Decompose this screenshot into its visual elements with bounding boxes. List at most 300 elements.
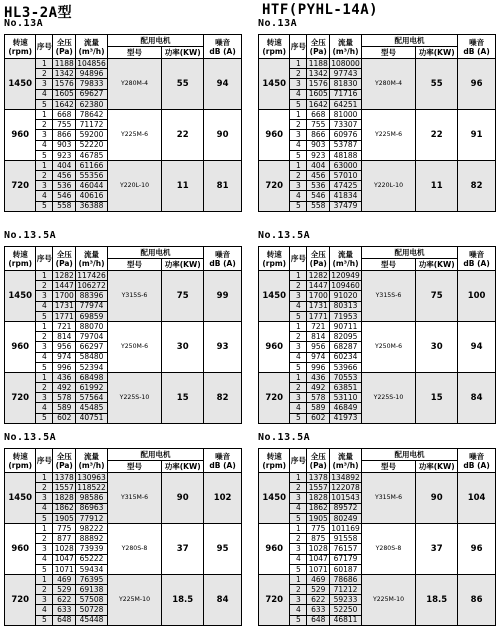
- pressure-cell: 866: [307, 130, 330, 140]
- flow-cell: 73307: [330, 120, 361, 130]
- pressure-cell: 1028: [54, 544, 74, 554]
- header-motor-type-line: 型号: [126, 260, 142, 269]
- pressure-cell: 1557: [54, 483, 74, 493]
- flow-cell: 66297: [76, 342, 107, 352]
- motor-type-cell: Y280S-8: [107, 523, 162, 574]
- noise-cell: 81: [204, 160, 242, 211]
- flow-cell: 118522: [77, 483, 106, 493]
- flow-cell: 46849: [330, 403, 361, 413]
- header-pressure-line: (Pa): [55, 46, 73, 56]
- pressure-cell: 877: [53, 534, 76, 544]
- header-motor-line: 配用电机: [140, 248, 171, 257]
- model-label: No.13A: [4, 18, 44, 29]
- no-cell: 2: [36, 585, 53, 595]
- flow-cell: 71172: [76, 120, 107, 130]
- header-no-line: 序号: [36, 42, 52, 51]
- header-motor-power-line: 功率(KW): [164, 462, 201, 471]
- no-cell: 1: [290, 321, 307, 331]
- flow-cell: 53787: [330, 140, 361, 150]
- motor-type-cell: Y315S-6: [361, 271, 416, 322]
- no-cell: 2: [36, 534, 53, 544]
- noise-cell: 82: [458, 160, 496, 211]
- noise-cell: 91: [458, 109, 496, 160]
- no-cell: 1: [36, 109, 53, 119]
- flow-cell: 48188: [330, 150, 361, 160]
- flow-cell: 120949: [331, 270, 360, 280]
- no-cell: 5: [36, 362, 53, 372]
- table-row: [5, 473, 242, 483]
- flow-cell: 70553: [330, 372, 361, 382]
- pressure-cell: 668: [307, 109, 330, 119]
- flow-cell: 52220: [76, 140, 107, 150]
- flow-cell: 80313: [330, 301, 361, 311]
- header-no-line: 序号: [290, 456, 306, 465]
- motor-type-cell: Y225M-6: [361, 109, 416, 160]
- flow-cell: 61992: [76, 383, 107, 393]
- pressure-cell: 1905: [308, 513, 328, 523]
- header-motor-power-line: 功率(KW): [164, 260, 201, 269]
- header-noise-line: 噪音: [215, 249, 231, 259]
- header-motor-type: [107, 47, 162, 59]
- noise-cell: 104: [458, 473, 496, 524]
- no-cell: 2: [36, 120, 53, 130]
- flow-cell: 53966: [330, 362, 361, 372]
- flow-cell: 61166: [76, 160, 107, 170]
- no-cell: 4: [290, 140, 307, 150]
- pressure-cell: 456: [53, 171, 76, 181]
- no-cell: 4: [36, 301, 53, 311]
- header-speed: [259, 35, 290, 59]
- flow-cell: 60187: [330, 564, 361, 574]
- pressure-cell: 456: [307, 171, 330, 181]
- header-noise: [458, 35, 496, 59]
- no-cell: 1: [36, 321, 53, 331]
- motor-power-cell: 37: [162, 523, 204, 574]
- header-noise-line: dB (A): [209, 46, 236, 56]
- no-cell: 1: [36, 160, 53, 170]
- table-row: [259, 109, 496, 119]
- header-noise-line: dB (A): [209, 460, 236, 470]
- flow-cell: 37479: [330, 201, 361, 211]
- header-motor-power: [162, 461, 204, 473]
- no-cell: 5: [290, 201, 307, 211]
- performance-table: [258, 448, 496, 626]
- motor-power-cell: 90: [162, 473, 204, 524]
- header-flow: [330, 247, 361, 271]
- no-cell: 3: [36, 393, 53, 403]
- header-speed-line: 转速: [266, 249, 282, 259]
- flow-cell: 82095: [330, 332, 361, 342]
- rpm-cell: 960: [259, 321, 290, 372]
- flow-cell: 64251: [330, 99, 361, 109]
- motor-type-cell: Y280M-4: [361, 59, 416, 110]
- no-cell: 4: [290, 191, 307, 201]
- no-cell: 4: [36, 554, 53, 564]
- no-cell: 1: [36, 473, 53, 483]
- motor-type-cell: Y225M-6: [107, 109, 162, 160]
- noise-cell: 90: [204, 109, 242, 160]
- header-pressure-line: 全压: [56, 451, 72, 461]
- no-cell: 4: [36, 352, 53, 362]
- pressure-cell: 469: [307, 574, 330, 584]
- header-flow-line: 流量: [338, 451, 353, 461]
- no-cell: 4: [290, 503, 307, 513]
- pressure-cell: 546: [307, 191, 330, 201]
- header-motor: [361, 449, 457, 461]
- header-noise-line: dB (A): [463, 258, 490, 268]
- pressure-cell: 633: [307, 605, 330, 615]
- flow-cell: 90711: [330, 321, 361, 331]
- no-cell: 4: [36, 403, 53, 413]
- flow-cell: 63851: [330, 383, 361, 393]
- flow-cell: 130963: [77, 472, 106, 482]
- motor-type-cell: Y280S-8: [361, 523, 416, 574]
- flow-cell: 73939: [76, 544, 107, 554]
- header-flow-line: (m³/h): [332, 46, 359, 56]
- no-cell: 1: [290, 523, 307, 533]
- pressure-cell: 721: [307, 321, 330, 331]
- flow-cell: 101169: [331, 523, 360, 533]
- header-motor: [107, 449, 203, 461]
- performance-table: [4, 246, 242, 424]
- header-noise-line: 噪音: [469, 37, 485, 47]
- pressure-cell: 436: [53, 372, 76, 382]
- no-cell: 4: [36, 89, 53, 99]
- flow-cell: 109460: [331, 281, 360, 291]
- noise-cell: 94: [204, 59, 242, 110]
- flow-cell: 55356: [76, 171, 107, 181]
- no-cell: 3: [290, 595, 307, 605]
- pressure-cell: 755: [53, 120, 76, 130]
- flow-cell: 53110: [330, 393, 361, 403]
- flow-cell: 41973: [330, 413, 361, 423]
- noise-cell: 84: [458, 372, 496, 423]
- flow-cell: 91558: [330, 534, 361, 544]
- pressure-cell: 1605: [308, 89, 328, 99]
- pressure-cell: 469: [53, 574, 76, 584]
- pressure-cell: 1828: [54, 493, 74, 503]
- header-pressure: [53, 35, 76, 59]
- header-speed-line: (rpm): [262, 46, 287, 56]
- flow-cell: 77912: [76, 513, 107, 523]
- header-motor-power: [416, 47, 458, 59]
- table-row: [259, 473, 496, 483]
- no-cell: 5: [290, 413, 307, 423]
- no-cell: 5: [290, 150, 307, 160]
- rpm-cell: 1450: [5, 59, 36, 110]
- rpm-cell: 960: [259, 109, 290, 160]
- no-cell: 5: [36, 150, 53, 160]
- header-pressure-line: 全压: [310, 37, 326, 47]
- header-speed-line: 转速: [12, 37, 28, 47]
- noise-cell: 96: [458, 59, 496, 110]
- no-cell: 2: [290, 383, 307, 393]
- no-cell: 5: [290, 362, 307, 372]
- pressure-cell: 1282: [54, 270, 74, 280]
- flow-cell: 104856: [77, 58, 106, 68]
- no-cell: 1: [36, 574, 53, 584]
- motor-type-cell: Y315M-6: [361, 473, 416, 524]
- header-pressure-line: (Pa): [55, 258, 73, 268]
- pressure-cell: 1642: [54, 99, 74, 109]
- flow-cell: 46785: [76, 150, 107, 160]
- no-cell: 5: [290, 99, 307, 109]
- flow-cell: 58480: [76, 352, 107, 362]
- flow-cell: 41834: [330, 191, 361, 201]
- pressure-cell: 536: [307, 181, 330, 191]
- flow-cell: 106272: [77, 281, 106, 291]
- motor-type-cell: Y280M-4: [107, 59, 162, 110]
- pressure-cell: 622: [53, 595, 76, 605]
- header-pressure-line: (Pa): [55, 460, 73, 470]
- header-motor-type-line: 型号: [380, 462, 396, 471]
- pressure-cell: 1282: [308, 270, 328, 280]
- flow-cell: 88396: [76, 291, 107, 301]
- flow-cell: 89572: [330, 503, 361, 513]
- flow-cell: 46044: [76, 181, 107, 191]
- no-cell: 3: [36, 595, 53, 605]
- header-motor: [107, 35, 203, 47]
- flow-cell: 59434: [76, 564, 107, 574]
- header-motor-type-line: 型号: [380, 48, 396, 57]
- header-speed-line: (rpm): [8, 258, 33, 268]
- pressure-cell: 1905: [54, 513, 74, 523]
- no-cell: 3: [36, 181, 53, 191]
- motor-power-cell: 30: [162, 321, 204, 372]
- flow-cell: 86963: [76, 503, 107, 513]
- pressure-cell: 648: [307, 615, 330, 625]
- flow-cell: 88892: [76, 534, 107, 544]
- flow-cell: 40751: [76, 413, 107, 423]
- header-flow: [76, 449, 107, 473]
- table-row: [5, 109, 242, 119]
- rpm-cell: 960: [5, 523, 36, 574]
- motor-type-cell: Y315M-6: [107, 473, 162, 524]
- no-cell: 5: [36, 513, 53, 523]
- header-no-line: 序号: [36, 456, 52, 465]
- flow-cell: 67179: [330, 554, 361, 564]
- pressure-cell: 1731: [308, 301, 328, 311]
- header-pressure-line: 全压: [310, 451, 326, 461]
- flow-cell: 46811: [330, 615, 361, 625]
- no-cell: 4: [290, 352, 307, 362]
- pressure-cell: 956: [307, 342, 330, 352]
- header-flow-line: 流量: [84, 37, 99, 47]
- flow-cell: 69859: [76, 311, 107, 321]
- header-pressure: [307, 449, 330, 473]
- flow-cell: 71953: [330, 311, 361, 321]
- no-cell: 2: [290, 483, 307, 493]
- table-row: [259, 160, 496, 170]
- header-motor-line: 配用电机: [394, 248, 425, 257]
- no-cell: 1: [290, 372, 307, 382]
- pressure-cell: 578: [53, 393, 76, 403]
- no-cell: 5: [36, 201, 53, 211]
- no-cell: 2: [290, 69, 307, 79]
- pressure-cell: 622: [307, 595, 330, 605]
- no-cell: 2: [290, 534, 307, 544]
- pressure-cell: 721: [53, 321, 76, 331]
- no-cell: 2: [290, 332, 307, 342]
- no-cell: 3: [36, 493, 53, 503]
- no-cell: 4: [290, 403, 307, 413]
- flow-cell: 78686: [330, 574, 361, 584]
- table-row: [259, 271, 496, 281]
- pressure-cell: 1576: [54, 79, 74, 89]
- flow-cell: 71716: [330, 89, 361, 99]
- header-motor-power-line: 功率(KW): [418, 260, 455, 269]
- noise-cell: 84: [204, 574, 242, 625]
- flow-cell: 79833: [76, 79, 107, 89]
- no-cell: 2: [36, 171, 53, 181]
- pressure-cell: 546: [53, 191, 76, 201]
- rpm-cell: 1450: [259, 59, 290, 110]
- pressure-cell: 536: [53, 181, 76, 191]
- header-noise: [458, 449, 496, 473]
- header-noise-line: dB (A): [463, 460, 490, 470]
- flow-cell: 57564: [76, 393, 107, 403]
- no-cell: 5: [36, 564, 53, 574]
- performance-table: [258, 34, 496, 212]
- pressure-cell: 436: [307, 372, 330, 382]
- flow-cell: 65222: [76, 554, 107, 564]
- header-no-line: 序号: [290, 42, 306, 51]
- pressure-cell: 1862: [54, 503, 74, 513]
- motor-type-cell: Y250M-6: [361, 321, 416, 372]
- pressure-cell: 1700: [54, 291, 74, 301]
- header-motor-power: [162, 47, 204, 59]
- pressure-cell: 996: [53, 362, 76, 372]
- table-row: [259, 523, 496, 533]
- rpm-cell: 720: [259, 574, 290, 625]
- noise-cell: 82: [204, 372, 242, 423]
- header-speed-line: 转速: [12, 451, 28, 461]
- table-row: [5, 321, 242, 331]
- motor-power-cell: 15: [416, 372, 458, 423]
- header-motor-line: 配用电机: [140, 36, 171, 45]
- pressure-cell: 1188: [308, 58, 328, 68]
- flow-cell: 52394: [76, 362, 107, 372]
- header-motor-type: [361, 47, 416, 59]
- performance-table: [4, 34, 242, 212]
- header-flow-line: (m³/h): [332, 460, 359, 470]
- motor-power-cell: 18.5: [416, 574, 458, 625]
- no-cell: 5: [36, 615, 53, 625]
- pressure-cell: 974: [53, 352, 76, 362]
- flow-cell: 62380: [76, 99, 107, 109]
- pressure-cell: 668: [53, 109, 76, 119]
- header-noise: [458, 247, 496, 271]
- header-noise-line: dB (A): [463, 46, 490, 56]
- header-motor-power: [416, 259, 458, 271]
- no-cell: 3: [290, 79, 307, 89]
- motor-power-cell: 75: [162, 271, 204, 322]
- pressure-cell: 923: [53, 150, 76, 160]
- flow-cell: 122078: [331, 483, 360, 493]
- no-cell: 2: [290, 171, 307, 181]
- flow-cell: 60234: [330, 352, 361, 362]
- header-motor-type: [361, 259, 416, 271]
- no-cell: 3: [290, 342, 307, 352]
- rpm-cell: 720: [259, 372, 290, 423]
- no-cell: 4: [36, 191, 53, 201]
- pressure-cell: 1557: [308, 483, 328, 493]
- header-motor-type-line: 型号: [126, 48, 142, 57]
- pressure-cell: 1576: [308, 79, 328, 89]
- header-flow-line: (m³/h): [332, 258, 359, 268]
- motor-type-cell: Y315S-6: [107, 271, 162, 322]
- no-cell: 1: [36, 372, 53, 382]
- flow-cell: 77974: [76, 301, 107, 311]
- pressure-cell: 1605: [54, 89, 74, 99]
- header-motor-power-line: 功率(KW): [418, 462, 455, 471]
- pressure-cell: 602: [307, 413, 330, 423]
- no-cell: 1: [290, 160, 307, 170]
- motor-power-cell: 30: [416, 321, 458, 372]
- motor-power-cell: 90: [416, 473, 458, 524]
- table-row: [5, 523, 242, 533]
- header-no: [36, 247, 53, 271]
- series-title-left: HL3-2A型: [4, 5, 73, 21]
- rpm-cell: 960: [5, 109, 36, 160]
- flow-cell: 60976: [330, 130, 361, 140]
- header-no: [36, 35, 53, 59]
- header-no: [36, 449, 53, 473]
- header-motor-type: [107, 259, 162, 271]
- flow-cell: 76395: [76, 574, 107, 584]
- motor-type-cell: Y250M-6: [107, 321, 162, 372]
- no-cell: 1: [290, 574, 307, 584]
- header-pressure-line: 全压: [56, 37, 72, 47]
- header-noise-line: dB (A): [209, 258, 236, 268]
- motor-power-cell: 55: [416, 59, 458, 110]
- flow-cell: 117426: [77, 270, 106, 280]
- header-speed-line: 转速: [12, 249, 28, 259]
- table-row: [259, 59, 496, 69]
- no-cell: 3: [290, 181, 307, 191]
- flow-cell: 69627: [76, 89, 107, 99]
- header-motor-type: [107, 461, 162, 473]
- header-motor-power-line: 功率(KW): [418, 48, 455, 57]
- pressure-cell: 529: [307, 585, 330, 595]
- header-speed: [5, 449, 36, 473]
- no-cell: 4: [290, 89, 307, 99]
- motor-type-cell: Y225S-10: [107, 372, 162, 423]
- motor-power-cell: 55: [162, 59, 204, 110]
- motor-power-cell: 75: [416, 271, 458, 322]
- pressure-cell: 1771: [54, 311, 74, 321]
- header-motor-line: 配用电机: [140, 450, 171, 459]
- header-speed-line: (rpm): [262, 258, 287, 268]
- header-speed-line: (rpm): [8, 460, 33, 470]
- header-pressure-line: (Pa): [309, 46, 327, 56]
- table-row: [5, 59, 242, 69]
- flow-cell: 76157: [330, 544, 361, 554]
- no-cell: 1: [36, 59, 53, 69]
- motor-power-cell: 22: [162, 109, 204, 160]
- pressure-cell: 1771: [308, 311, 328, 321]
- no-cell: 2: [36, 281, 53, 291]
- header-noise-line: 噪音: [469, 451, 485, 461]
- header-motor-power: [162, 259, 204, 271]
- header-no-line: 序号: [290, 254, 306, 263]
- header-motor-line: 配用电机: [394, 36, 425, 45]
- pressure-cell: 1071: [308, 564, 328, 574]
- pressure-cell: 1731: [54, 301, 74, 311]
- header-pressure: [53, 247, 76, 271]
- pressure-cell: 529: [53, 585, 76, 595]
- pressure-cell: 1378: [54, 472, 74, 482]
